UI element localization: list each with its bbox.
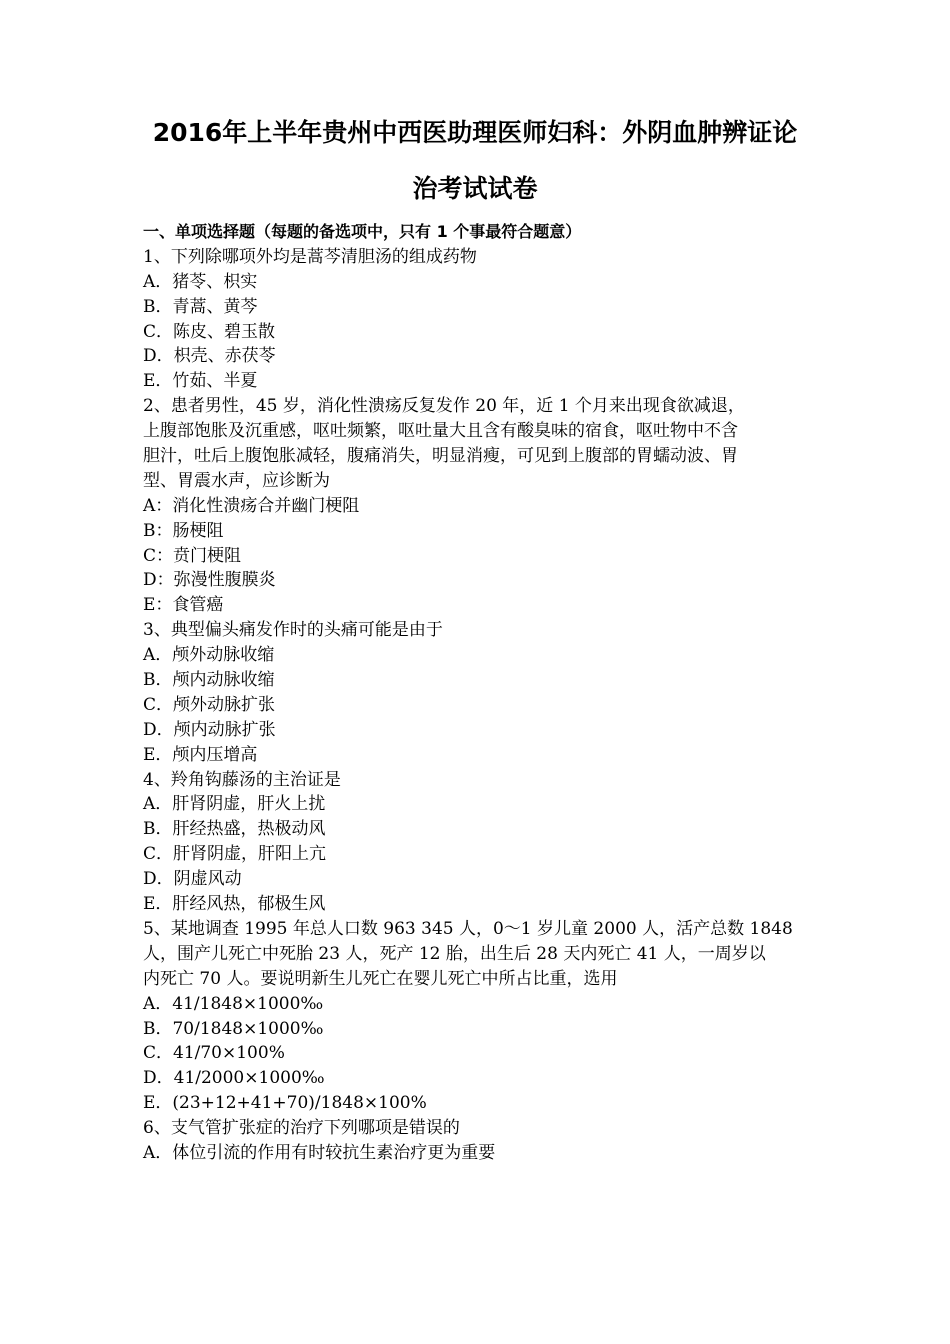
option-e: E：食管癌 xyxy=(143,595,224,616)
question-stem: 3、典型偏头痛发作时的头痛可能是由于 xyxy=(143,620,443,641)
option-c: C．颅外动脉扩张 xyxy=(143,694,276,715)
option-b: B：肠梗阻 xyxy=(143,520,224,541)
option-b: B．肝经热盛，热极动风 xyxy=(143,819,326,840)
option-d: D．阴虚风动 xyxy=(143,869,242,890)
option-a: A．猪苓、枳实 xyxy=(143,271,258,292)
question-stem: 人，围产儿死亡中死胎 23 人，死产 12 胎，出生后 28 天内死亡 41 人，一周岁以 xyxy=(143,943,766,964)
question-stem: 2、患者男性，45 岁，消化性溃疡反复发作 20 年，近 1 个月来出现食欲减退， xyxy=(143,396,745,417)
document-title-line-2: 治考试试卷 xyxy=(412,174,538,203)
question-6 xyxy=(143,1116,813,1166)
question-2 xyxy=(143,394,813,618)
question-body xyxy=(143,220,813,1166)
option-d: D．枳壳、赤茯苓 xyxy=(143,346,276,367)
option-b: B．青蒿、黄芩 xyxy=(143,296,258,317)
question-stem: 5、某地调查 1995 年总人口数 963 345 人，0～1 岁儿童 2000 人，活产总数 1848 xyxy=(143,918,793,939)
option-a: A．体位引流的作用有时较抗生素治疗更为重要 xyxy=(143,1142,496,1163)
option-e: E．(23+12+41+70)/1848×100% xyxy=(143,1093,427,1114)
option-a: A．颅外动脉收缩 xyxy=(143,645,275,666)
question-stem: 内死亡 70 人。要说明新生儿死亡在婴儿死亡中所占比重，选用 xyxy=(143,968,618,989)
option-c: C：贲门梗阻 xyxy=(143,545,242,566)
option-d: D：弥漫性腹膜炎 xyxy=(143,570,276,591)
option-a: A．肝肾阴虚，肝火上扰 xyxy=(143,794,326,815)
question-stem: 胆汁，吐后上腹饱胀减轻，腹痛消失，明显消瘦，可见到上腹部的胃蠕动波、胃 xyxy=(143,446,738,467)
option-e: E．竹茹、半夏 xyxy=(143,371,258,392)
question-3 xyxy=(143,618,813,767)
question-stem: 型、胃震水声，应诊断为 xyxy=(143,470,330,491)
option-d: D．颅内动脉扩张 xyxy=(143,719,276,740)
option-c: C．41/70×100% xyxy=(143,1043,285,1064)
option-a: A．41/1848×1000‰ xyxy=(143,993,324,1014)
question-4 xyxy=(143,768,813,917)
section-heading: 一、单项选择题（每题的备选项中，只有 1 个事最符合题意） xyxy=(143,222,582,241)
option-b: B．70/1848×1000‰ xyxy=(143,1018,324,1039)
option-e: E．颅内压增高 xyxy=(143,744,258,765)
option-c: C．肝肾阴虚，肝阳上亢 xyxy=(143,844,327,865)
question-1 xyxy=(143,245,813,394)
question-stem: 6、支气管扩张症的治疗下列哪项是错误的 xyxy=(143,1118,460,1139)
option-b: B．颅内动脉收缩 xyxy=(143,670,275,691)
option-a: A：消化性溃疡合并幽门梗阻 xyxy=(143,495,360,516)
option-c: C．陈皮、碧玉散 xyxy=(143,321,276,342)
option-d: D．41/2000×1000‰ xyxy=(143,1068,325,1089)
option-e: E．肝经风热，郁极生风 xyxy=(143,894,326,915)
question-stem: 1、下列除哪项外均是蒿芩清胆汤的组成药物 xyxy=(143,246,477,267)
question-stem: 4、羚角钩藤汤的主治证是 xyxy=(143,769,341,790)
question-stem: 上腹部饱胀及沉重感，呕吐频繁，呕吐量大且含有酸臭味的宿食，呕吐物中不含 xyxy=(143,421,738,442)
document-title-line-1: 2016年上半年贵州中西医助理医师妇科：外阴血肿辨证论 xyxy=(152,118,798,147)
question-5 xyxy=(143,917,813,1116)
